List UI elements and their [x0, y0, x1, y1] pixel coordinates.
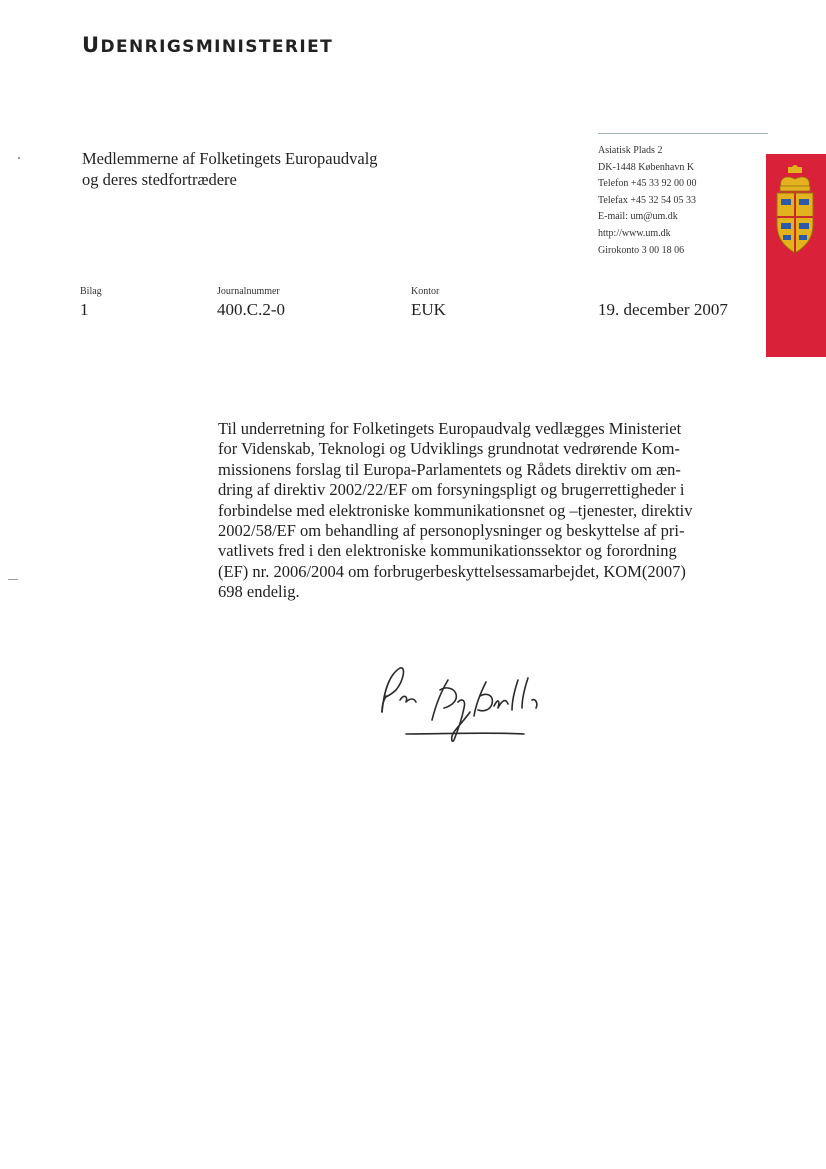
bilag-value: 1	[80, 300, 89, 319]
address-email: E-mail: um@um.dk	[598, 211, 678, 223]
recipient-line-2: og deres stedfortrædere	[82, 170, 237, 189]
body-line: 698 endelig.	[218, 582, 300, 602]
address-street: Asiatisk Plads 2	[598, 145, 663, 156]
recipient-line-1: Medlemmerne af Folketingets Europaudvalg	[82, 149, 378, 168]
body-line: 2002/58/EF om behandling af personoplysninger og beskyttelse af pri-	[218, 521, 685, 541]
address-top-rule	[598, 133, 768, 134]
address-fax: Telefax +45 32 54 05 33	[598, 194, 696, 206]
journal-value: 400.C.2-0	[217, 300, 285, 319]
letter-date: 19. december 2007	[598, 300, 728, 319]
address-city: DK-1448 København K	[598, 161, 695, 173]
address-giro: Girokonto 3 00 18 06	[598, 244, 685, 256]
body-line: for Videnskab, Teknologi og Udviklings grundnotat vedrørende Kom-	[218, 439, 680, 459]
body-paragraph	[218, 419, 733, 603]
body-line: (EF) nr. 2006/2004 om forbrugerbeskyttelsessamarbejdet, KOM(2007)	[218, 561, 686, 581]
body-line: dring af direktiv 2002/22/EF om forsyningspligt og brugerrettigheder i	[218, 480, 685, 500]
recipient-block	[82, 148, 378, 190]
body-line: missionens forslag til Europa-Parlamentets og Rådets direktiv om æn-	[218, 459, 681, 479]
scan-speck	[18, 157, 20, 159]
scan-speck	[8, 579, 18, 580]
ministry-name-rest: DENRIGSMINISTERIET	[100, 37, 334, 57]
address-web: http://www.um.dk	[598, 227, 671, 239]
body-line: forbindelse med elektroniske kommunikationsnet og –tjenester, direktiv	[218, 500, 693, 520]
handwritten-signature	[370, 660, 590, 750]
kontor-value: EUK	[411, 300, 446, 319]
bilag-label: Bilag	[80, 286, 102, 297]
journal-label: Journalnummer	[217, 286, 280, 297]
body-line: Til underretning for Folketingets Europaudvalg vedlægges Ministeriet	[218, 419, 682, 438]
body-line: vatlivets fred i den elektroniske kommunikationssektor og forordning	[218, 541, 677, 561]
kontor-label: Kontor	[411, 286, 440, 297]
ministry-name-initial: U	[82, 33, 101, 57]
ministry-name	[82, 33, 333, 57]
sender-address	[598, 143, 697, 259]
coat-of-arms-icon	[771, 165, 819, 257]
address-phone: Telefon +45 33 92 00 00	[598, 178, 697, 190]
